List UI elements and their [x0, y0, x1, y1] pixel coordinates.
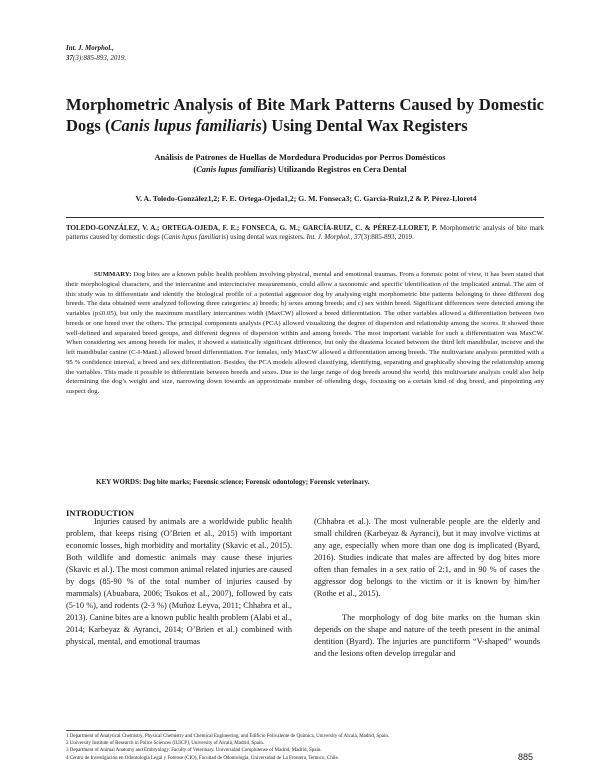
intro-paragraph-1: Injuries caused by animals are a worldwide public health problem, that keeps rising (O’Brien et al., 2015) with important economic losses, high morbidity and mortality (Skavic et al., 2015). Both wildlife and domestic animals may cause these injuries (Skavic et al.). The most common animal related injuries are caused by dogs (85-90 % of the total number of injuries caused by mammals) (Abuabara, 2006; Tsokos et al., 2007), followed by cats (5-10 %), and rodents (2-3 %) (Muñoz Leyva, 2011; Chhabra et al., 2013). Canine bites are a known public health problem (Alabi et al., 2014; Karbeyaz & Ayranci, 2014; O’Brien et al.) combined with physical, mental, and emotional traumas: [66, 517, 292, 646]
journal-name: Int. J. Morphol.,: [66, 44, 114, 52]
citation-pages: (3):885-893, 2019.: [361, 233, 414, 242]
spanish-title-open: (: [193, 164, 197, 174]
journal-header: [66, 44, 126, 63]
journal-issue-pages: (3):885-893, 2019.: [73, 53, 127, 62]
keywords-text: Dog bite marks; Forensic science; Forensic odontology; Forensic veterinary.: [143, 478, 370, 486]
footnote-3: 3 Department of Animal Anatomy and Embryology. Faculty of Veterinary. Universidad Complutense of Madrid, Madrid, Spain.: [66, 748, 322, 754]
citation-species: Canis lupus familiaris: [163, 233, 227, 242]
affiliation-footnotes: [66, 733, 544, 762]
page-number: 885: [518, 752, 534, 762]
header-divider: [66, 217, 544, 218]
spanish-title-rest: ) Utilizando Registros en Cera Dental: [273, 164, 407, 174]
spanish-title: [90, 152, 510, 175]
abstract-label: SUMMARY:: [94, 271, 132, 278]
spanish-title-line1: Análisis de Patrones de Huellas de Mordedura Producidos por Perros Domésticos: [154, 153, 446, 162]
title-species: Canis lupus familiaris: [110, 116, 262, 135]
footnote-1: 1 Department of Analytical Chemistry, Physical Chemistry and Chemical Engineering, and Edificio Polivalente de Química, University of Alcalá, Madrid, Spain.: [66, 734, 390, 739]
footnote-2: 2 University Institute of Research in Police Sciences (IUICP), University of Alcalá, Madrid, Spain.: [66, 741, 265, 747]
journal-volume: 37: [66, 53, 73, 62]
title-part1: Morphometric Analysis of Bite Mark Patterns Caused by Domestic Dogs (: [66, 95, 544, 135]
body-column-right: [314, 516, 540, 660]
citation-authors: TOLEDO-GONZÁLEZ, V. A.; ORTEGA-OJEDA, F. E.; FONSECA, G. M.; GARCÍA-RUIZ, C. & PÉREZ-LLORET, P.: [66, 224, 438, 232]
keywords: [96, 478, 544, 488]
abstract: [66, 270, 544, 397]
footnote-4: 4 Centro de Investigación en Odontología Legal y Forense (CIO), Facultad de Odontología, Universidad de La Frontera, Temuco, Chile.: [66, 755, 339, 761]
citation-block: [66, 224, 544, 243]
author-list: V. A. Toledo-González1,2; F. E. Ortega-Ojeda1,2; G. M. Fonseca3; C. García-Ruiz1,2 & P. Pérez-Lloret4: [135, 194, 477, 203]
citation-text-after: ) using dental wax registers.: [226, 233, 305, 242]
intro-paragraph-1-continued: (Chhabra et al.). The most vulnerable people are the elderly and small children (Karbeyaz & Ayranci), but it may involve victims at any age, especially when more than one dog is implicated (Byard, 2016). Studies indicate that males are affected by dog bites more often than females in a sex ratio of 2:1, and in 90 % of cases the aggressor dog belongs to the victim or it is known by him/her (Rothe et al., 2015).: [314, 517, 540, 598]
citation-journal: Int. J. Morphol., 37: [306, 233, 362, 242]
body-column-left: [66, 516, 292, 648]
citation-text-before: Morphometric analysis of bite mark patterns caused by domestic dogs (: [66, 224, 545, 242]
footnote-divider: [66, 730, 176, 731]
spanish-title-species: Canis lupus familiaris: [196, 164, 273, 174]
section-heading: INTRODUCTION: [66, 508, 135, 518]
intro-paragraph-2: The morphology of dog bite marks on the human skin depends on the shape and nature of the teeth present in the animal dentition (Byard). The injuries are punctiform “V-shaped” wounds and the lesions often develop irregular and: [314, 613, 540, 658]
abstract-text: Dog bites are a known public health problem involving physical, mental and emotional traumas. From a forensic point of view, it has been stated that their morphological characters, and the intercanine and intercincisive measurements, could allow a taxonomic and specific identification of the implicated animal. The aim of this study was to differentiate and identify the biological profile of a potential aggressor dog by analysing eight morphometric bite patterns belonging to three different dog breeds. The data obtained were analyzed following three categories: a) breeds; b) sexes among breeds; and c) sex within breed. Significant differences were detected among the variables (p≤0.05), but only the maximum maxillary intercanines width (MaxCW) allowed a breed differentiation. The other variables allowed a differentiation between two breeds or one breed over the others. The principal components analysis (PCA) allowed visualizing the degree of dispersion and relationship among the scores. It showed three well-defined and separated breed groups, and different degrees of dispersion within and among breeds. The most important variable for such a differentiation was MaxCW. When considering sex among breeds for males, it showed a statistically significant difference, but only the diastema located between the third left mandibular, incisive and the left mandibular canine (C-I-ManL) allowed breed differentiation. For females, only MaxCW allowed a differentiation among breeds. The multivariate analysis permitted with a 95 % confidence interval, a breed and sex differentiation. Besides, the PCA models allowed classifying, identifying, separating and graphically showing the relationship among the variables. This made it possible to differentiate between breeds and sexes. Due to the large range of dog breeds around the world, this multivariate analysis could also help determining the dog’s weight and size, narrowing down towards an approximate number of offending dogs, focussing on a certain kind of dog breed, and pinpointing any suspect dog.: [66, 271, 544, 395]
keywords-label: KEY WORDS:: [96, 478, 142, 486]
paper-title: [66, 94, 544, 136]
title-part2: ) Using Dental Wax Registers: [261, 116, 468, 135]
